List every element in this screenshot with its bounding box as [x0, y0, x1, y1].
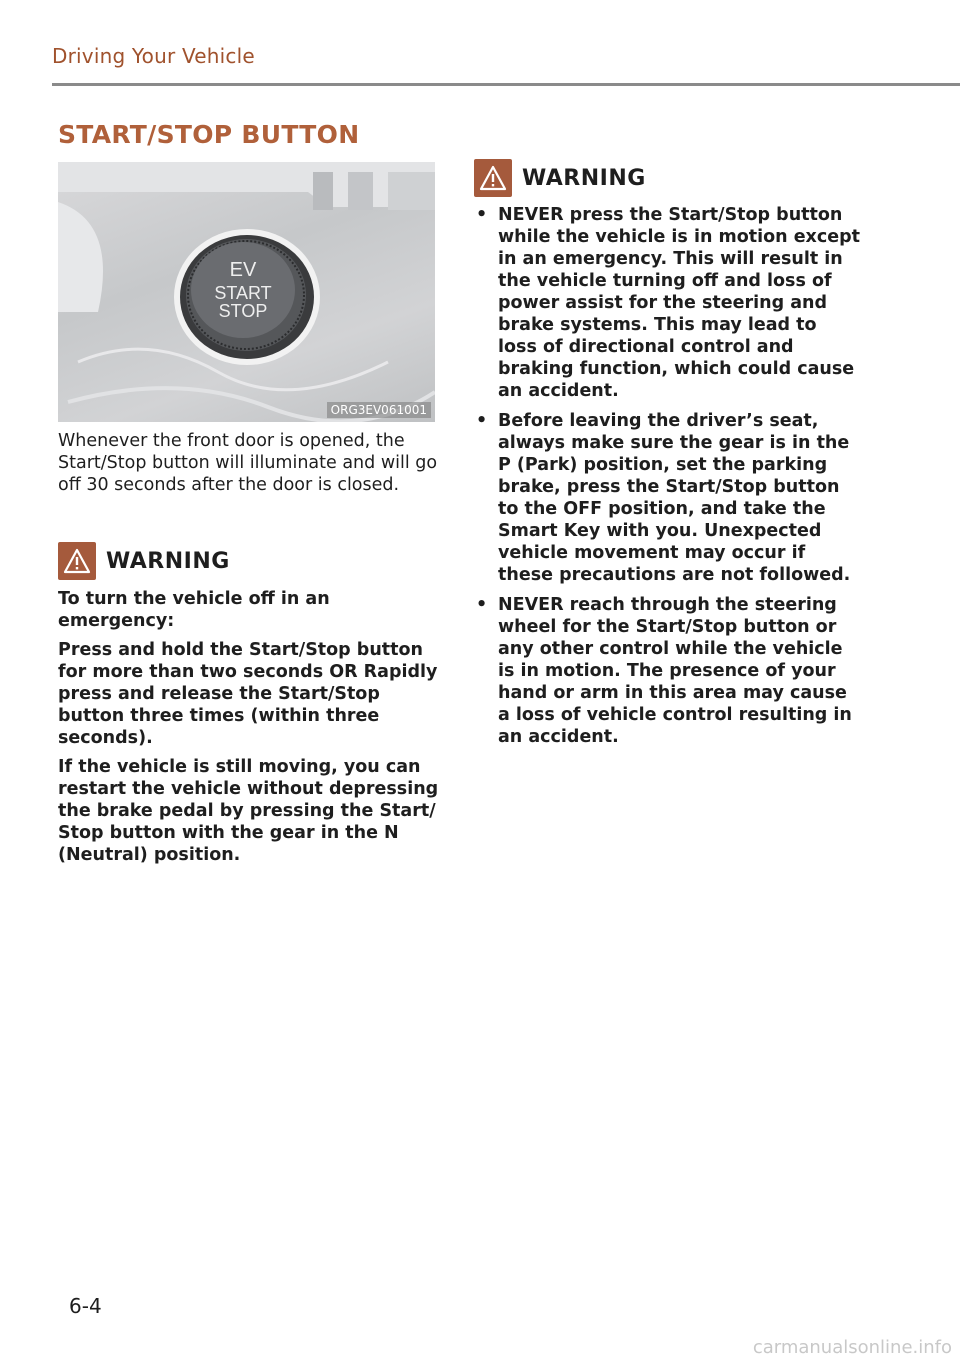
list-item [474, 410, 860, 586]
figure-code: ORG3EV061001 [327, 402, 431, 418]
bullet-text: NEVER reach through the steering wheel for the Start/Stop button or any other control while the vehicle is in motion. The presence of your hand or arm in this area may cause a loss of vehicle control resulting in an accident. [498, 595, 852, 747]
bullet-marker: • [476, 411, 488, 431]
page-number: 6-4 [69, 1294, 102, 1318]
warning-triangle-icon [58, 542, 96, 580]
warning-triangle-icon [474, 159, 512, 197]
bullet-text: NEVER press the Start/Stop button while the vehicle is in motion except in an emergency. This will result in the vehicle turning off and loss of power assist for the steering and brake systems. This may lead to loss of directional control and braking function, which could cause an accident. [498, 205, 860, 401]
warning-heading-left [58, 542, 230, 580]
warning-paragraph: If the vehicle is still moving, you can restart the vehicle without depressing the brake pedal by pressing the Start/ Stop button with the gear in the N (Neutral) position. [58, 757, 439, 865]
warning-body-left [58, 588, 443, 873]
start-stop-illustration [58, 162, 435, 422]
list-item [474, 594, 860, 748]
list-item [474, 204, 860, 402]
bullet-marker: • [476, 595, 488, 615]
warning-paragraph: To turn the vehicle off in an emergency: [58, 589, 330, 631]
section-title: START/STOP BUTTON [58, 120, 360, 149]
bullet-text: Before leaving the driver’s seat, always make sure the gear is in the P (Park) position, set the parking brake, press the Start/Stop button to the OFF position, and take the Smart Key with you. Unexpected vehicle movement may occur if these precautions are not followed. [498, 411, 851, 585]
intro-paragraph: Whenever the front door is opened, the Start/Stop button will illuminate and will go off 30 seconds after the door is closed. [58, 431, 438, 495]
button-label-stop: STOP [218, 301, 268, 321]
button-label-start: START [214, 283, 272, 303]
button-label-ev: EV [229, 259, 257, 281]
running-header: Driving Your Vehicle [52, 44, 255, 68]
warning-bullet-list [474, 204, 860, 748]
warning-paragraph: Press and hold the Start/Stop button for more than two seconds OR Rapidly press and release the Start/Stop button three times (within three seconds). [58, 640, 438, 748]
watermark: carmanualsonline.info [752, 1337, 952, 1358]
warning-label: WARNING [106, 548, 230, 574]
bullet-marker: • [476, 205, 488, 225]
warning-label: WARNING [522, 165, 646, 191]
warning-body-right [474, 204, 860, 756]
warning-heading-right [474, 159, 646, 197]
header-divider [52, 83, 960, 86]
start-stop-button-photo [58, 162, 435, 422]
